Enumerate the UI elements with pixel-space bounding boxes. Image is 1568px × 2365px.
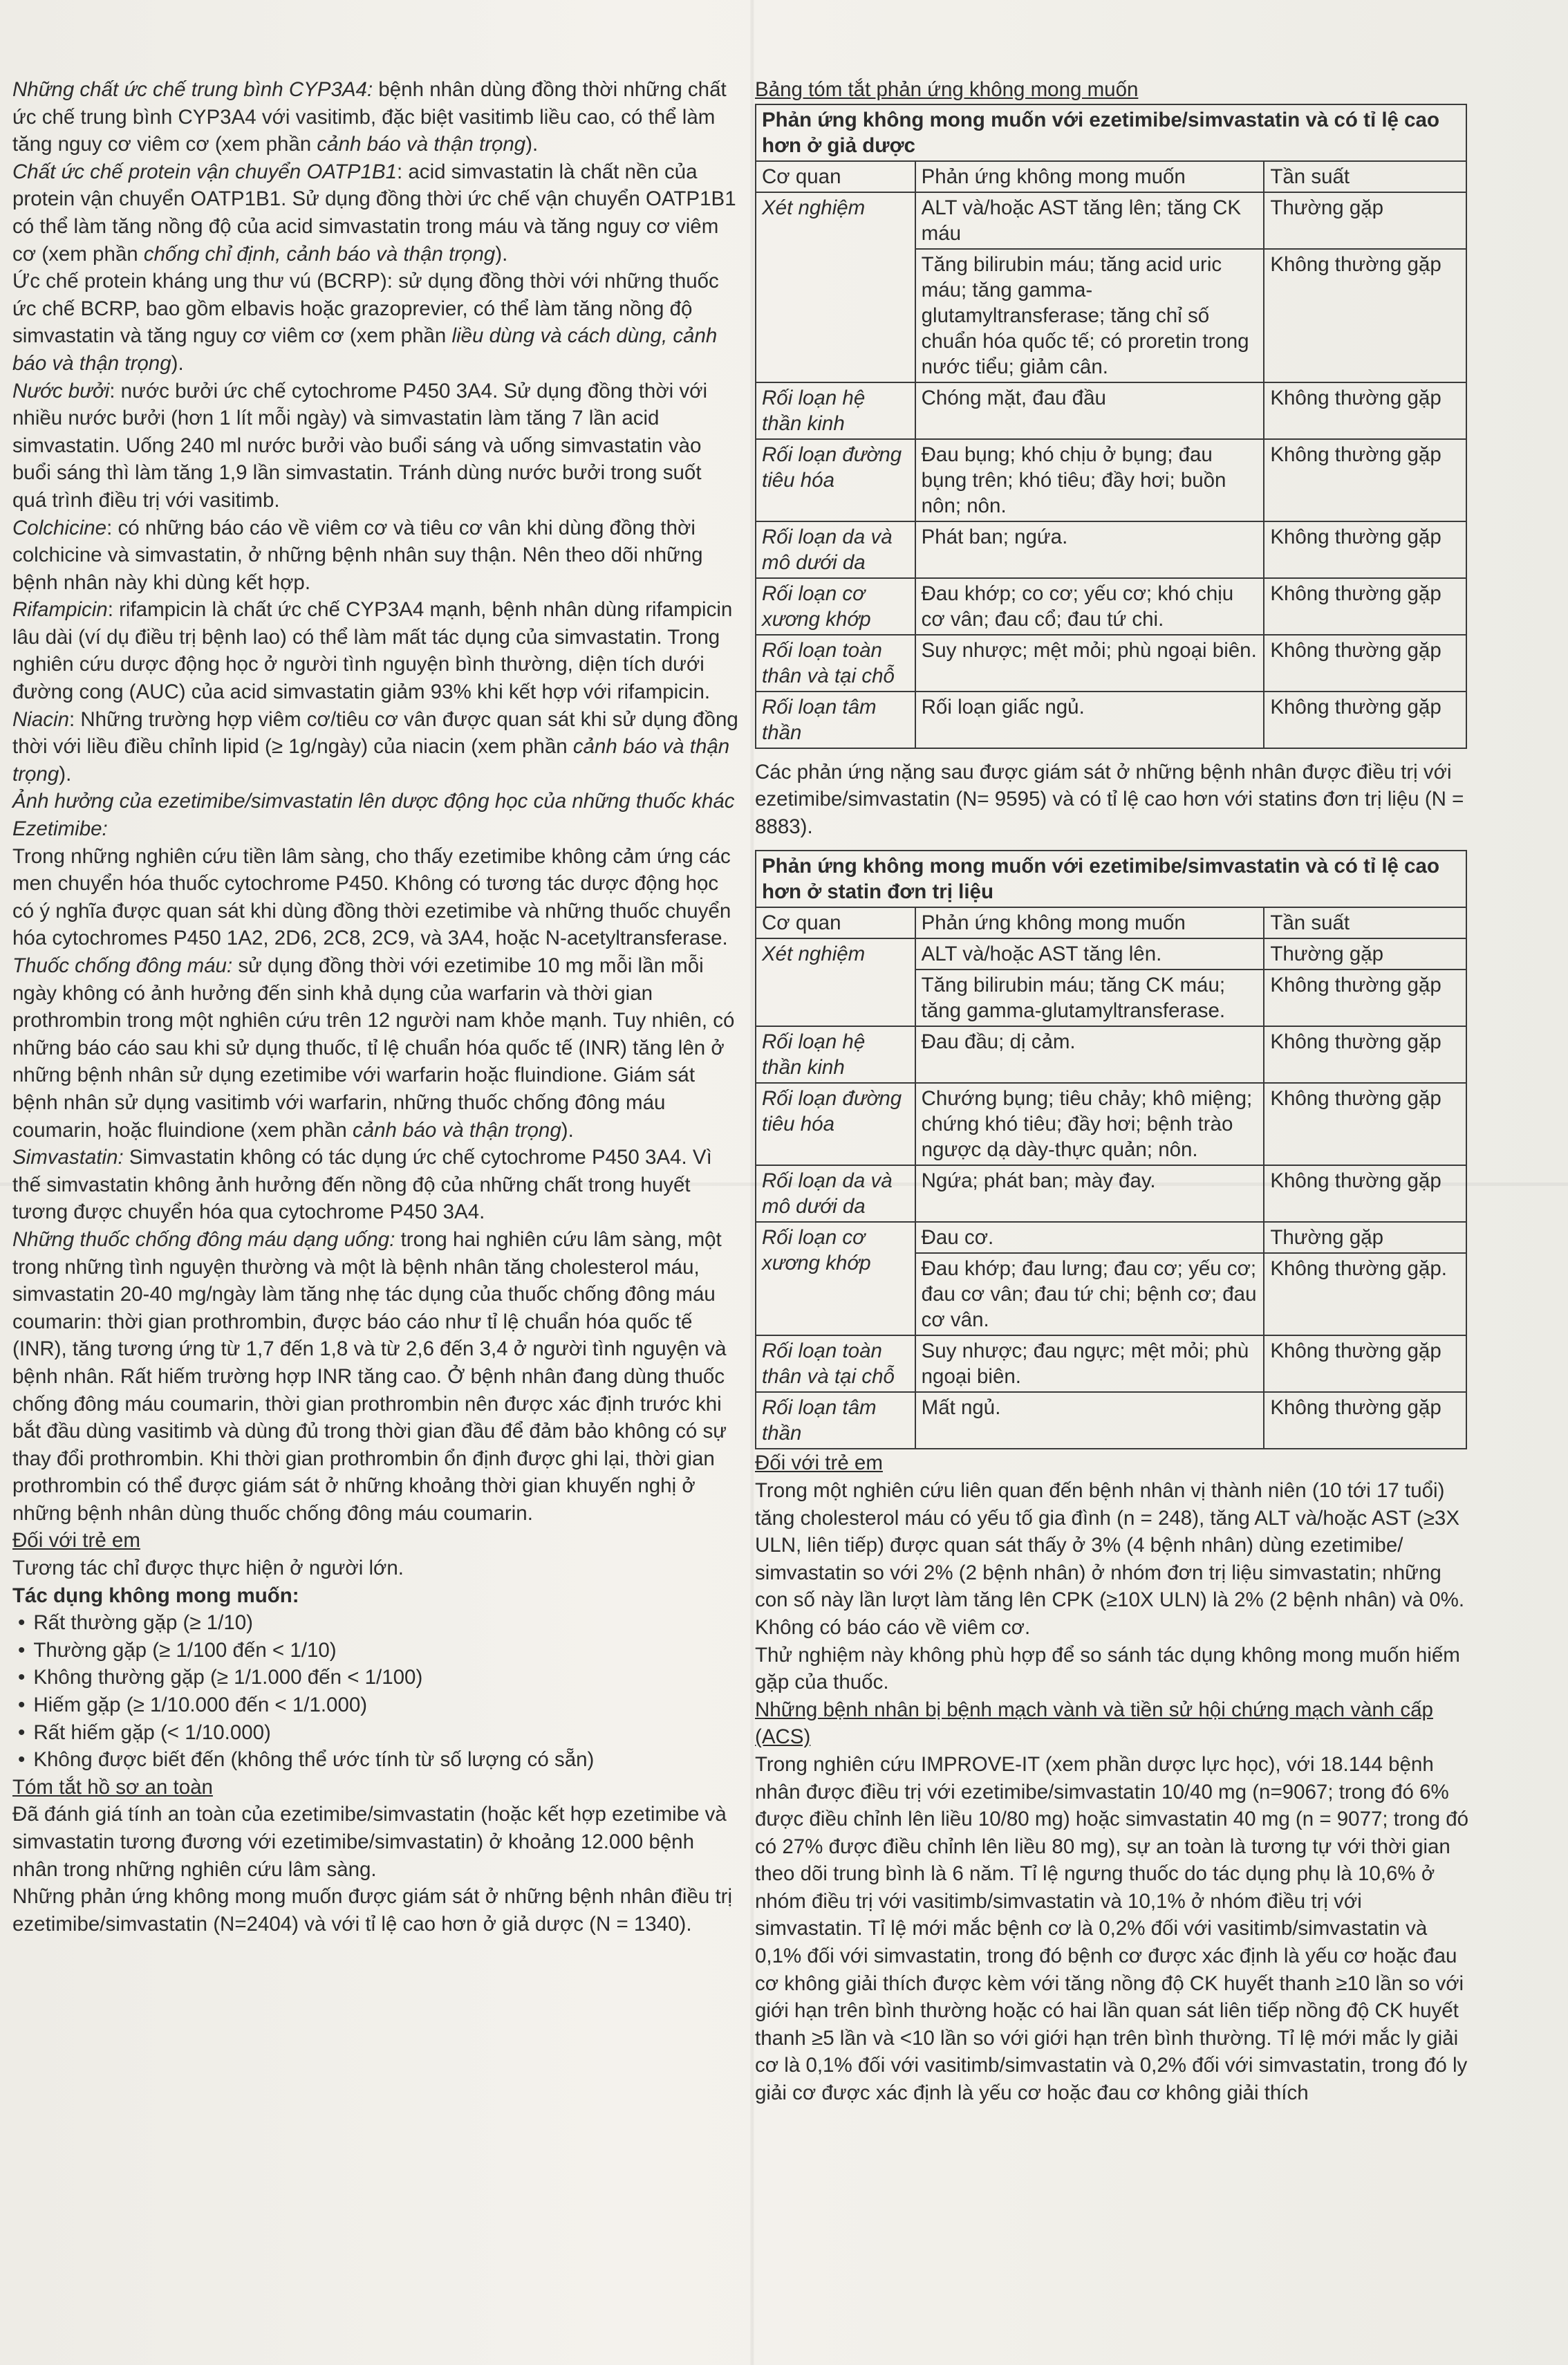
table-cell: Không thường gặp: [1264, 1083, 1466, 1165]
term: Nước bưởi: [12, 379, 110, 402]
table-cell: Ngứa; phát ban; mày đay.: [915, 1165, 1264, 1222]
table-cell: Rối loạn cơ xương khớp: [756, 578, 915, 635]
term: Rifampicin: [12, 598, 108, 622]
table-cell: Đau khớp; đau lưng; đau cơ; yếu cơ; đau cơ vân; đau tứ chi; bệnh cơ; đau cơ vân.: [915, 1253, 1264, 1335]
table-cell: Xét nghiệm: [756, 192, 915, 382]
text: ).: [525, 133, 539, 156]
left-column: [12, 76, 738, 1938]
table-cell: Không thường gặp.: [1264, 1253, 1466, 1335]
adverse-reactions-table-placebo: [755, 104, 1467, 749]
table-cell: Chóng mặt, đau đầu: [915, 382, 1264, 439]
table-cell: Đau bụng; khó chịu ở bụng; đau bụng trên; khó tiêu; đầy hơi; buồn nôn; nôn.: [915, 439, 1264, 521]
frequency-list: [12, 1609, 738, 1774]
paragraph-rifampicin: [12, 596, 738, 705]
text: sử dụng đồng thời với ezetimibe 10 mg mỗi lần mỗi ngày không có ảnh hưởng đến sinh khả dụng của warfarin và thời gian prothrombin trong một nghiên cứu trên 12 người nam khỏe mạnh. Tuy nhiên, có những báo cáo sau khi sử dụng thuốc, tỉ lệ chuẩn hóa quốc tế (INR) tăng lên ở những bệnh nhân sử dụng ezetimibe với warfarin hoặc fluindione. Giám sát bệnh nhân sử dụng vasitimb với warfarin, những thuốc chống đông máu coumarin, hoặc fluindione (xem phần: [12, 954, 735, 1142]
section-heading-acs: Những bệnh nhân bị bệnh mạch vành và tiền sử hội chứng mạch vành cấp (ACS): [755, 1698, 1433, 1749]
section-heading-safety: Tóm tắt hồ sơ an toàn: [12, 1775, 213, 1799]
table-cell: Không thường gặp: [1264, 439, 1466, 521]
text: : có những báo cáo về viêm cơ và tiêu cơ vân khi dùng đồng thời colchicine và simvastatin, ở những bệnh nhân suy thận. Nên theo dõi những bệnh nhân này khi dùng kết hợp.: [12, 516, 703, 594]
table-row: [756, 1165, 1466, 1222]
text: ).: [59, 762, 72, 786]
table-title: Phản ứng không mong muốn với ezetimibe/simvastatin và có tỉ lệ cao hơn ở giả dược: [756, 104, 1466, 161]
table-cell: Rối loạn đường tiêu hóa: [756, 1083, 915, 1165]
paragraph-niacin: [12, 706, 738, 788]
column-header: Cơ quan: [756, 907, 915, 938]
term: Colchicine: [12, 516, 107, 539]
table-cell: Không thường gặp: [1264, 1392, 1466, 1449]
paragraph-cyp3a4: [12, 76, 738, 158]
table-cell: Mất ngủ.: [915, 1392, 1264, 1449]
adverse-reactions-table-statin: [755, 850, 1467, 1449]
table-row: [756, 692, 1466, 748]
table-cell: Rối loạn tâm thần: [756, 1392, 915, 1449]
paragraph-anticoagulant: [12, 952, 738, 1144]
table-cell: ALT và/hoặc AST tăng lên.: [915, 938, 1264, 970]
table-cell: Không thường gặp: [1264, 970, 1466, 1026]
table-cell: Rối loạn đường tiêu hóa: [756, 439, 915, 521]
table-row: [756, 938, 1466, 970]
table-row: [756, 578, 1466, 635]
section-heading-children: Đối với trẻ em: [755, 1452, 883, 1475]
paragraph-oral-anticoagulant: [12, 1226, 738, 1528]
table-cell: Không thường gặp: [1264, 578, 1466, 635]
table-cell: Không thường gặp: [1264, 249, 1466, 382]
paragraph-simvastatin: [12, 1144, 738, 1226]
table-cell: Rối loạn toàn thân và tại chỗ: [756, 1335, 915, 1392]
table-cell: Đau khớp; co cơ; yếu cơ; khó chịu cơ vân; đau cổ; đau tứ chi.: [915, 578, 1264, 635]
cross-reference: cảnh báo và thận trọng: [317, 133, 526, 156]
table-cell: Không thường gặp: [1264, 1165, 1466, 1222]
term: Những chất ức chế trung bình CYP3A4:: [12, 78, 373, 101]
section-heading-adverse-effects: Tác dụng không mong muốn:: [12, 1584, 299, 1607]
table-row: [756, 1083, 1466, 1165]
table-cell: Rối loạn toàn thân và tại chỗ: [756, 635, 915, 692]
table-cell: Đau cơ.: [915, 1222, 1264, 1253]
list-item: • Không thường gặp (≥ 1/1.000 đến < 1/100): [18, 1664, 738, 1691]
table-cell: Rối loạn hệ thần kinh: [756, 1026, 915, 1083]
text: : rifampicin là chất ức chế CYP3A4 mạnh, bệnh nhân dùng rifampicin lâu dài (ví dụ điều trị bệnh lao) có thể làm mất tác dụng của simvastatin. Trong nghiên cứu dược động học ở người tình nguyện bình thường, diện tích dưới đường cong (AUC) của acid simvastatin giảm 93% khi kết hợp với rifampicin.: [12, 598, 733, 704]
column-header: Phản ứng không mong muốn: [915, 907, 1264, 938]
table-row: [756, 439, 1466, 521]
table-cell: Tăng bilirubin máu; tăng CK máu; tăng gamma-glutamyltransferase.: [915, 970, 1264, 1026]
paragraph-safety-1: Đã đánh giá tính an toàn của ezetimibe/simvastatin (hoặc kết hợp ezetimibe và simvastatin tương đương với ezetimibe/simvastatin) ở khoảng 12.000 bệnh nhân trong những nghiên cứu lâm sàng.: [12, 1803, 727, 1881]
paragraph-children-study: Trong một nghiên cứu liên quan đến bệnh nhân vị thành niên (10 tới 17 tuổi) tăng cholesterol máu có yếu tố gia đình (n = 248), tăng ALT và/hoặc AST (≥3X ULN, liên tiếp) được quan sát thấy ở 3% (4 bệnh nhân) dùng ezetimibe/ simvastatin so với 2% (2 bệnh nhân) ở nhóm đơn trị liệu simvastatin; những con số này lần lượt làm tăng lên CPK (≥10X ULN) là 2% (2 bệnh nhân) và 0%. Không có báo cáo về viêm cơ.: [755, 1478, 1465, 1639]
table-cell: Thường gặp: [1264, 192, 1466, 249]
table-cell: Đau đầu; dị cảm.: [915, 1026, 1264, 1083]
table-cell: Chướng bụng; tiêu chảy; khô miệng; chứng khó tiêu; đầy hơi; bệnh trào ngược dạ dày-thực quản; nôn.: [915, 1083, 1264, 1165]
paragraph-ezetimibe: Trong những nghiên cứu tiền lâm sàng, cho thấy ezetimibe không cảm ứng các men chuyển hóa thuốc cytochrome P450. Không có tương tác dược động học có ý nghĩa được quan sát khi dùng đồng thời ezetimibe và những thuốc chuyển hóa cytochromes P450 1A2, 2D6, 2C8, 2C9, và 3A4, hoặc N-acetyltransferase.: [12, 844, 731, 950]
term: Chất ức chế protein vận chuyển OATP1B1: [12, 160, 398, 183]
paragraph-colchicine: [12, 514, 738, 597]
table-cell: Không thường gặp: [1264, 692, 1466, 748]
table-cell: Thường gặp: [1264, 938, 1466, 970]
paragraph-safety-2: Những phản ứng không mong muốn được giám sát ở những bệnh nhân điều trị ezetimibe/simvastatin (N=2404) và với tỉ lệ cao hơn ở giả dược (N = 1340).: [12, 1885, 733, 1936]
paragraph-children: Tương tác chỉ được thực hiện ở người lớn.: [12, 1557, 404, 1580]
table-cell: Suy nhược; mệt mỏi; phù ngoại biên.: [915, 635, 1264, 692]
table-cell: Suy nhược; đau ngực; mệt mỏi; phù ngoại biên.: [915, 1335, 1264, 1392]
text: bệnh nhân dùng đồng thời những chất ức chế trung bình CYP3A4 với vasitimb, đặc biệt vasitimb liều cao, có thể làm tăng nguy cơ viêm cơ (xem phần: [12, 78, 727, 156]
text: : acid simvastatin là chất nền của protein vận chuyển OATP1B1. Sử dụng đồng thời ức chế vận chuyển OATP1B1 có thể làm tăng nồng độ của acid simvastatin trong máu và tăng nguy cơ viêm cơ (xem phần: [12, 160, 736, 266]
table-cell: Thường gặp: [1264, 1222, 1466, 1253]
table-cell: Rối loạn cơ xương khớp: [756, 1222, 915, 1335]
text: : Những trường hợp viêm cơ/tiêu cơ vân được quan sát khi sử dụng đồng thời với liều điều chỉnh lipid (≥ 1g/ngày) của niacin (xem phần: [12, 707, 738, 759]
text: : nước bưởi ức chế cytochrome P450 3A4. Sử dụng đồng thời với nhiều nước bưởi (hơn 1 lít mỗi ngày) và simvastatin làm tăng 7 lần acid simvastatin. Uống 240 ml nước bưởi vào buổi sáng và uống simvastatin vào buổi sáng thì làm tăng 1,9 lần simvastatin. Tránh dùng nước bưởi trong suốt quá trình điều trị với vasitimb.: [12, 379, 708, 512]
text: ).: [561, 1118, 574, 1142]
term: Simvastatin:: [12, 1146, 124, 1169]
list-item: • Rất thường gặp (≥ 1/10): [18, 1609, 738, 1637]
table-cell: Rối loạn tâm thần: [756, 692, 915, 748]
table-row: [756, 1335, 1466, 1392]
table-row: [756, 382, 1466, 439]
section-heading: Ảnh hưởng của ezetimibe/simvastatin lên dược động học của những thuốc khác: [12, 790, 735, 813]
paragraph-improve-it: Trong nghiên cứu IMPROVE-IT (xem phần dược lực học), với 18.144 bệnh nhân được điều trị với ezetimibe/simvastatin 10/40 mg (n=9067; trong đó 6% được điều chỉnh lên liều 10/80 mg) hoặc simvastatin 40 mg (n = 9077; trong đó có 27% được điều chỉnh lên liều 80 mg), sự an toàn là tương tự với thời gian theo dõi trung bình là 6 năm. Tỉ lệ ngưng thuốc do tác dụng phụ là 10,6% ở nhóm điều trị với vasitimb/simvastatin và 10,1% ở nhóm điều trị với simvastatin. Tỉ lệ mới mắc bệnh cơ là 0,2% đối với vasitimb/simvastatin và 0,1% đối với simvastatin, trong đó bệnh cơ được xác định là yếu cơ hoặc đau cơ không giải thích được kèm với tăng nồng độ CK huyết thanh ≥10 lần so với giới hạn trên bình thường hoặc có hai lần quan sát liên tiếp nồng độ CK huyết thanh ≥5 lần và <10 lần so với giới hạn trên bình thường. Tỉ lệ mới mắc ly giải cơ là 0,1% đối với vasitimb/simvastatin và 0,2% đối với simvastatin, trong đó ly giải cơ được xác định là yếu cơ hoặc đau cơ không giải thích: [755, 1752, 1469, 2105]
term: Niacin: [12, 707, 69, 731]
list-item: • Rất hiếm gặp (< 1/10.000): [18, 1719, 738, 1747]
term: Thuốc chống đông máu:: [12, 954, 233, 977]
table-row: [756, 1026, 1466, 1083]
list-item: • Thường gặp (≥ 1/100 đến < 1/10): [18, 1637, 738, 1664]
cross-reference: liều dùng và cách dùng, cảnh báo và thận trọng: [12, 324, 718, 375]
list-item: • Không được biết đến (không thể ước tính từ số lượng có sẵn): [18, 1746, 738, 1774]
table-cell: Không thường gặp: [1264, 1026, 1466, 1083]
spacer: [755, 840, 1471, 850]
table-cell: Không thường gặp: [1264, 521, 1466, 578]
table-cell: Xét nghiệm: [756, 938, 915, 1026]
table-row: [756, 635, 1466, 692]
column-header: Cơ quan: [756, 161, 915, 192]
table-cell: Rối loạn da và mô dưới da: [756, 1165, 915, 1222]
paragraph-serious-reactions: Các phản ứng nặng sau được giám sát ở những bệnh nhân được điều trị với ezetimibe/simvastatin (N= 9595) và có tỉ lệ cao hơn với statins đơn trị liệu (N = 8883).: [755, 760, 1464, 838]
table-row: [756, 192, 1466, 249]
text: ).: [171, 351, 184, 375]
text: ).: [495, 242, 508, 266]
cross-reference: chống chỉ định, cảnh báo và thận trọng: [143, 242, 496, 266]
spacer: [755, 749, 1471, 759]
cross-reference: cảnh báo và thận trọng: [352, 1118, 561, 1142]
list-item: • Hiếm gặp (≥ 1/10.000 đến < 1/1.000): [18, 1691, 738, 1719]
right-column: [755, 76, 1471, 2107]
table-cell: Rối loạn giấc ngủ.: [915, 692, 1264, 748]
table-row: [756, 1392, 1466, 1449]
table-cell: Không thường gặp: [1264, 1335, 1466, 1392]
table-cell: ALT và/hoặc AST tăng lên; tăng CK máu: [915, 192, 1264, 249]
paragraph-grapefruit: [12, 378, 738, 514]
text: Simvastatin không có tác dụng ức chế cytochrome P450 3A4. Vì thế simvastatin không ảnh hưởng đến nồng độ của những chất trong huyết tương được chuyển hóa qua cytochrome P450 3A4.: [12, 1146, 712, 1224]
text: Ức chế protein kháng ung thư vú (BCRP): sử dụng đồng thời với những thuốc ức chế BCRP, bao gồm elbavis hoặc grazoprevier, có thể làm tăng nồng độ simvastatin và tăng nguy cơ viêm cơ (xem phần: [12, 270, 719, 348]
section-heading-summary: Bảng tóm tắt phản ứng không mong muốn: [755, 78, 1139, 101]
table-cell: Rối loạn da và mô dưới da: [756, 521, 915, 578]
paragraph-bcrp: [12, 268, 738, 377]
table-title: Phản ứng không mong muốn với ezetimibe/simvastatin và có tỉ lệ cao hơn ở statin đơn trị liệu: [756, 851, 1466, 907]
term: Những thuốc chống đông máu dạng uống:: [12, 1227, 395, 1251]
text: trong hai nghiên cứu lâm sàng, một trong những tình nguyện thường và một là bệnh nhân tăng cholesterol máu, simvastatin 20-40 mg/ngày làm tăng nhẹ tác dụng của thuốc chống đông máu coumarin: thời gian prothrombin, được báo cáo như tỉ lệ chuẩn hóa quốc tế (INR), tăng tương ứng từ 1,7 đến 1,8 và từ 2,6 đến 3,4 ở người tình nguyện và bệnh nhân. Rất hiếm trường hợp INR tăng cao. Ở bệnh nhân đang dùng thuốc chống đông máu coumarin, thời gian prothrombin nên được xác định trước khi bắt đầu dùng vasitimb và dùng đủ trong thời gian đầu để đảm bảo không có sự thay đổi prothrombin. Khi thời gian prothrombin ổn định được ghi lại, thời gian prothrombin có thể được giám sát ở những khoảng thời gian khuyến nghị ở những bệnh nhân dùng thuốc chống đông máu coumarin.: [12, 1227, 727, 1525]
column-header: Tần suất: [1264, 907, 1466, 938]
column-header: Tần suất: [1264, 161, 1466, 192]
section-heading-children: Đối với trẻ em: [12, 1529, 140, 1552]
table-row: [756, 1222, 1466, 1253]
cross-reference: cảnh báo và thận trọng: [12, 735, 730, 786]
table-row: [756, 521, 1466, 578]
subheading-ezetimibe: Ezetimibe:: [12, 817, 108, 841]
column-header: Phản ứng không mong muốn: [915, 161, 1264, 192]
paragraph-children-note: Thử nghiệm này không phù hợp để so sánh tác dụng không mong muốn hiếm gặp của thuốc.: [755, 1643, 1460, 1694]
table-cell: Phát ban; ngứa.: [915, 521, 1264, 578]
table-cell: Tăng bilirubin máu; tăng acid uric máu; tăng gamma-glutamyltransferase; tăng chỉ số chuẩn hóa quốc tế; có proretin trong nước tiểu; giảm cân.: [915, 249, 1264, 382]
table-cell: Không thường gặp: [1264, 635, 1466, 692]
table-cell: Không thường gặp: [1264, 382, 1466, 439]
paragraph-oatp: [12, 158, 738, 268]
table-cell: Rối loạn hệ thần kinh: [756, 382, 915, 439]
